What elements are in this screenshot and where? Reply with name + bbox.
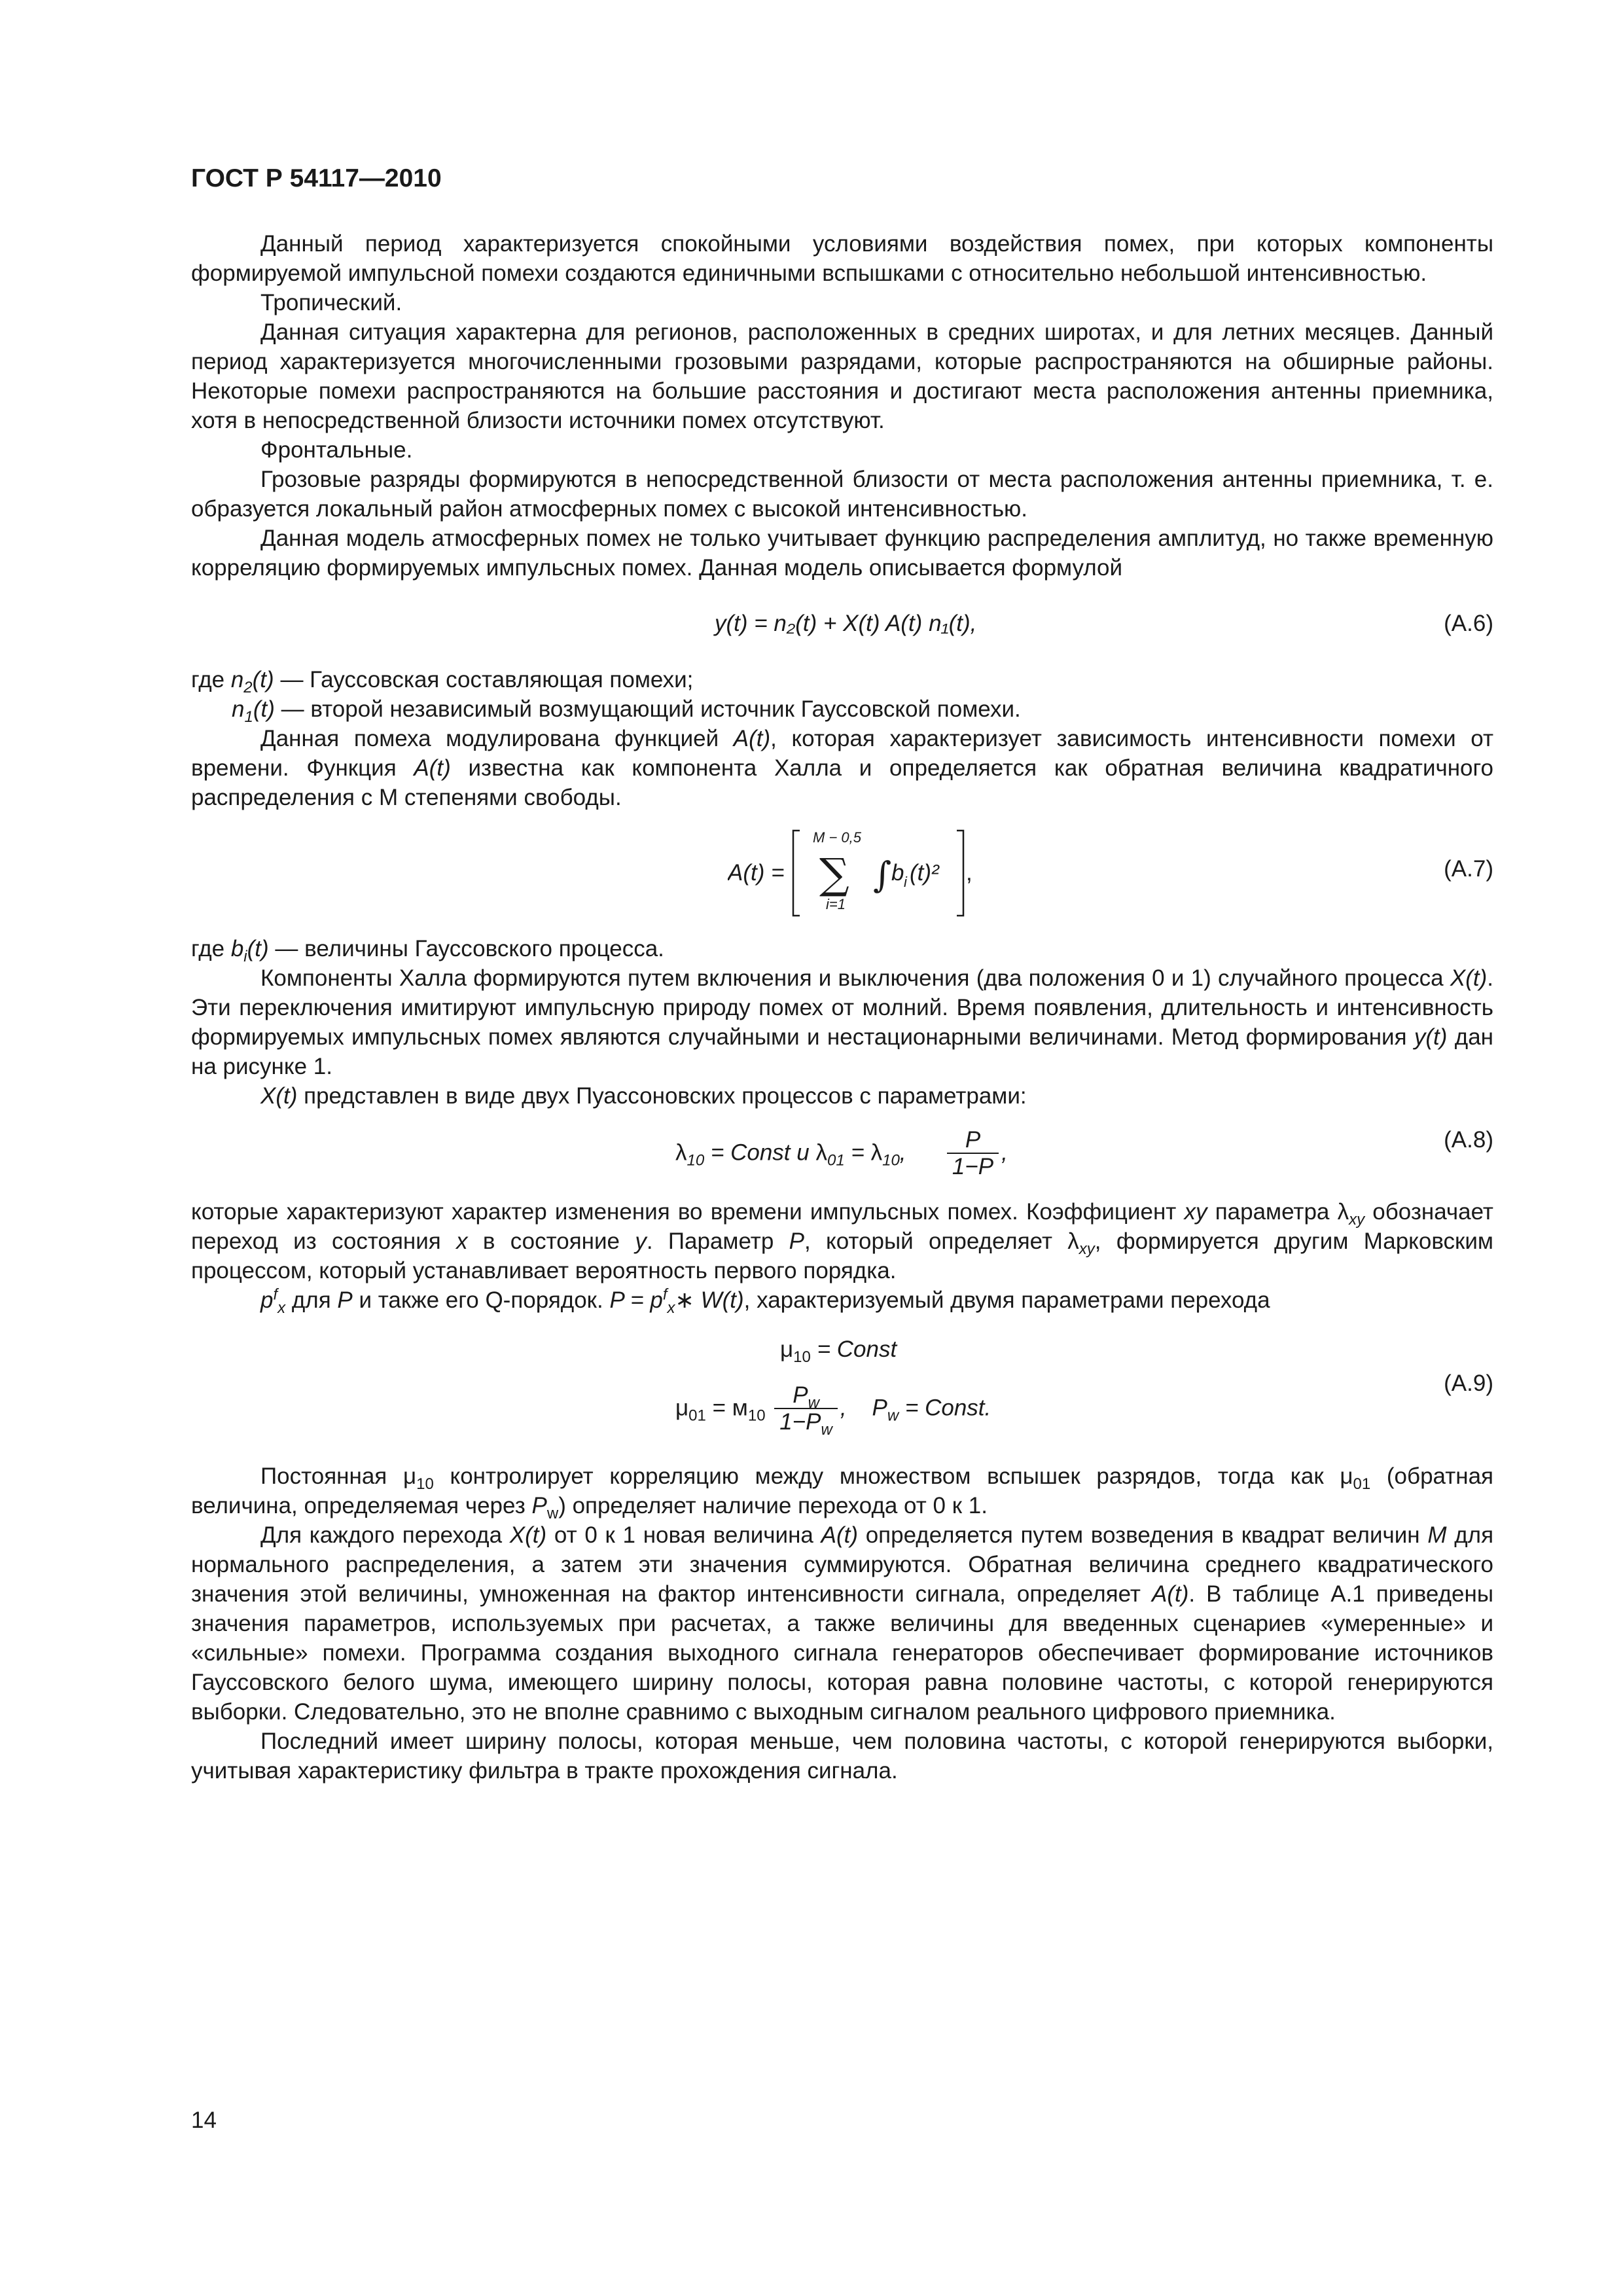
symbol-lambda: λ bbox=[1067, 1229, 1079, 1254]
text-span: , которая характеризует зависимость интенсивности помехи от времени. Функция bbox=[191, 726, 1493, 781]
symbol-At: A(t) bbox=[1151, 1581, 1189, 1607]
symbol-Xt: X(t) bbox=[1450, 965, 1488, 991]
symbol-sub: x bbox=[277, 1299, 286, 1317]
paragraph-13 bbox=[191, 1285, 1493, 1315]
symbol-lambda: λ bbox=[870, 1139, 883, 1166]
symbol-n: n bbox=[230, 667, 244, 692]
a8-left: = Const u bbox=[710, 1139, 810, 1166]
text-span: представлен в виде двух Пуассоновских процессов с параметрами: bbox=[304, 1083, 1027, 1109]
page-number: 14 bbox=[191, 2108, 217, 2133]
text-span: в состояние bbox=[482, 1229, 620, 1254]
symbol-sup: f bbox=[662, 1285, 668, 1304]
text-span: Данная помеха модулирована функцией bbox=[260, 726, 719, 751]
where-label: где bbox=[191, 667, 225, 692]
definition-n2: — Гауссовская составляющая помехи; bbox=[280, 667, 694, 692]
symbol-sub: 10 bbox=[747, 1407, 766, 1425]
symbol-b: b bbox=[230, 936, 244, 961]
a8-denominator: 1−P bbox=[952, 1154, 994, 1179]
paragraph-1: Данный период характеризуется спокойными условиями воздействия помех, при которых компоненты формируемой импульсной помехи создаются единичными вспышками с относительно небольшой интенсивностью. bbox=[191, 231, 1493, 286]
document-header: ГОСТ Р 54117—2010 bbox=[191, 164, 442, 192]
equation-a9-line1 bbox=[780, 1335, 897, 1364]
symbol-t: (t) bbox=[252, 667, 274, 692]
equation-a7-graphic bbox=[728, 824, 1003, 922]
definition-bi: — величины Гауссовского процесса. bbox=[275, 936, 664, 961]
symbol-n: n bbox=[232, 696, 245, 722]
text-span: . В таблице А.1 приведены значения параметров, используемых при расчетах, а также величины для введенных сценариев «умеренные» и «сильные» помехи. Программа создания выходного сигнала генераторов обеспечивает формирование источников Гауссовского белого шума, имеющего ширину полосы, которая равна половине частоты, с которой генерируются выборки. Следовательно, это не вполне сравнимо с выходным сигналом реального цифрового приемника. bbox=[191, 1581, 1493, 1725]
symbol-P: P bbox=[337, 1287, 353, 1313]
symbol-M: M bbox=[1427, 1522, 1447, 1548]
symbol-P-eq: P = p bbox=[609, 1287, 663, 1313]
a7-upper-limit: M − 0,5 bbox=[813, 829, 861, 846]
equation-a7 bbox=[191, 824, 1493, 922]
equation-a8-number: (А.8) bbox=[1444, 1127, 1493, 1153]
symbol-y: y bbox=[635, 1229, 647, 1254]
paragraph-8 bbox=[191, 724, 1493, 812]
paragraph-15 bbox=[191, 1520, 1493, 1727]
document-page bbox=[191, 164, 1493, 1785]
symbol-sub: w bbox=[821, 1421, 832, 1439]
symbol-P-eq-tail: ∗ W(t) bbox=[675, 1287, 744, 1313]
text-span: Постоянная bbox=[260, 1463, 387, 1489]
text-span: , который определяет bbox=[804, 1229, 1052, 1254]
a9-tail: = Const. bbox=[904, 1395, 991, 1421]
symbol-t: (t) bbox=[253, 696, 275, 722]
a7-lower-limit: i=1 bbox=[826, 896, 846, 912]
equation-a7-number: (А.7) bbox=[1444, 856, 1493, 882]
text-span: (обратная величина, определяемая через bbox=[191, 1463, 1494, 1518]
paragraph-16: Последний имеет ширину полосы, которая меньше, чем половина частоты, с которой генерируются выборки, учитывая характеристику фильтра в тракте прохождения сигнала. bbox=[191, 1729, 1493, 1784]
text-span: для bbox=[291, 1287, 331, 1313]
symbol-xy: xy bbox=[1184, 1199, 1207, 1225]
text-span: , формируется другим Марковским процессом, который устанавливает вероятность первого порядка. bbox=[191, 1229, 1493, 1283]
symbol-sub: 2 bbox=[243, 679, 253, 696]
symbol-sub: 10 bbox=[416, 1475, 434, 1493]
paragraph-5: Грозовые разряды формируются в непосредственной близости от места расположения антенны приемника, т. е. образуется локальный район атмосферных помех с высокой интенсивностью. bbox=[191, 467, 1493, 522]
paragraph-where-n2 bbox=[191, 665, 1493, 694]
symbol-xy: xy bbox=[1349, 1211, 1365, 1229]
text-span: , характеризуемый двумя параметрами перехода bbox=[743, 1287, 1270, 1313]
text-span: параметра bbox=[1215, 1199, 1330, 1225]
symbol-sub: i bbox=[243, 948, 247, 965]
a7-comma: , bbox=[966, 860, 972, 886]
symbol-mu: μ bbox=[1340, 1463, 1353, 1489]
symbol-P: P bbox=[789, 1229, 804, 1254]
equation-a9-number: (А.9) bbox=[1444, 1371, 1493, 1396]
symbol-xy: xy bbox=[1079, 1240, 1095, 1258]
symbol-t: (t) bbox=[247, 936, 269, 961]
symbol-sup: f bbox=[273, 1285, 278, 1304]
a7-lhs: A(t) = bbox=[728, 860, 785, 886]
paragraph-12 bbox=[191, 1197, 1493, 1285]
a7-sigma: ∑ bbox=[819, 850, 849, 899]
symbol-sub: 10 bbox=[687, 1151, 705, 1170]
symbol-sub: 10 bbox=[793, 1348, 811, 1366]
symbol-yt: y(t) bbox=[1414, 1024, 1448, 1050]
symbol-P: P bbox=[872, 1395, 887, 1421]
a8-mid: = bbox=[851, 1139, 865, 1166]
symbol-mu: μ bbox=[402, 1463, 417, 1489]
text-span: Для каждого перехода bbox=[260, 1522, 503, 1548]
text-span: Компоненты Халла формируются путем включения и выключения (два положения 0 и 1) случайного процесса bbox=[260, 965, 1444, 991]
text-span: ) определяет наличие перехода от 0 к 1. bbox=[558, 1493, 988, 1518]
text-span: . Параметр bbox=[646, 1229, 774, 1254]
equation-a8 bbox=[191, 1119, 1493, 1184]
symbol-mu: μ bbox=[675, 1395, 689, 1421]
a7-body-sub: i bbox=[904, 874, 907, 890]
equation-a6-formula: y(t) = n₂(t) + X(t) A(t) n₁(t), bbox=[715, 611, 977, 636]
paragraph-14 bbox=[191, 1462, 1493, 1520]
a7-left-bracket bbox=[793, 831, 800, 916]
symbol-Xt: X(t) bbox=[260, 1083, 298, 1109]
equation-a8-formula: $\lambda_{10}$ = Const u $\lambda_{01} = \lambda_{10}$, $\frac{P}{1-P}$ , bbox=[675, 1127, 1008, 1179]
symbol-sub: x bbox=[667, 1299, 675, 1317]
equation-a6-number: (А.6) bbox=[1444, 611, 1493, 636]
text-span: обозначает переход из состояния bbox=[191, 1199, 1493, 1254]
text-span: . Эти переключения имитируют импульсную природу помех от молний. Время появления, длительность и интенсивность формируемых импульсных помех являются случайными и нестационарными величинами. Метод формирования bbox=[191, 965, 1493, 1050]
a9-numerator: P bbox=[793, 1382, 808, 1408]
paragraph-6: Данная модель атмосферных помех не только учитывает функцию распределения амплитуд, но также временную корреляцию формируемых импульсных помех. Данная модель описывается формулой bbox=[191, 526, 1493, 581]
a7-body: b bbox=[891, 860, 904, 886]
text-span: дан на рисунке 1. bbox=[191, 1024, 1494, 1079]
symbol-sub: 10 bbox=[882, 1151, 900, 1170]
definition-n1: — второй независимый возмущающий источник Гауссовской помехи. bbox=[281, 696, 1021, 722]
symbol-P: P bbox=[531, 1493, 547, 1518]
symbol-At: A(t) bbox=[414, 755, 451, 781]
symbol-x: x bbox=[456, 1229, 468, 1254]
symbol-Xt: X(t) bbox=[509, 1522, 547, 1548]
a8-fraction bbox=[947, 1128, 999, 1180]
paragraph-frontal: Фронтальные. bbox=[260, 437, 413, 463]
paragraph-where-n1 bbox=[191, 694, 1493, 724]
paragraph-11 bbox=[191, 1081, 1493, 1111]
symbol-sub: 01 bbox=[688, 1407, 706, 1425]
symbol-sub: w bbox=[546, 1505, 559, 1522]
text-span: которые характеризуют характер изменения во времени импульсных помех. Коэффициент bbox=[191, 1199, 1177, 1225]
symbol-sub: w bbox=[887, 1407, 899, 1425]
where-label: где bbox=[191, 936, 225, 961]
text-span: известна как компонента Халла и определяется как обратная величина квадратичного распределения с М степенями свободы. bbox=[191, 755, 1493, 810]
symbol-p: p bbox=[260, 1287, 274, 1313]
symbol-lambda: λ bbox=[675, 1139, 687, 1166]
a8-numerator: P bbox=[947, 1128, 999, 1154]
a9-eq: = м bbox=[712, 1395, 748, 1421]
paragraph-tropical: Тропический. bbox=[260, 290, 402, 315]
text-span: для нормального распределения, а затем эти значения суммируются. Обратная величина среднего квадратического значения этой величины, умноженная на фактор интенсивности сигнала, определяет bbox=[191, 1522, 1494, 1607]
symbol-sub: 01 bbox=[1353, 1475, 1371, 1493]
a9-line1: = Const bbox=[817, 1336, 897, 1362]
symbol-sub: 01 bbox=[827, 1151, 845, 1170]
text-span: от 0 к 1 новая величина bbox=[554, 1522, 813, 1548]
a9-denominator: 1−P bbox=[779, 1409, 821, 1435]
a7-body-tail: (t)² bbox=[910, 860, 939, 886]
text-span: и также его Q-порядок. bbox=[359, 1287, 603, 1313]
a7-right-bracket bbox=[957, 831, 963, 916]
a9-fraction bbox=[774, 1382, 838, 1439]
paragraph-3: Данная ситуация характерна для регионов, расположенных в средних широтах, и для летних месяцев. Данный период характеризуется многочисленными грозовыми разрядами, которые распространяются на обширные районы. Некоторые помехи распространяются на большие расстояния и достигают места расположения антенны приемника, хотя в непосредственной близости источники помех отсутствуют. bbox=[191, 319, 1493, 433]
paragraph-where-bi bbox=[191, 934, 1493, 963]
symbol-sub: 1 bbox=[244, 708, 253, 726]
equation-a6 bbox=[191, 596, 1493, 648]
symbol-At: A(t) bbox=[821, 1522, 858, 1548]
symbol-lambda: λ bbox=[815, 1139, 827, 1166]
symbol-sub: w bbox=[808, 1394, 819, 1412]
text-span: определяется путем возведения в квадрат величин bbox=[865, 1522, 1420, 1548]
symbol-lambda: λ bbox=[1337, 1199, 1349, 1225]
symbol-mu: μ bbox=[780, 1336, 794, 1362]
text-span: контролирует корреляцию между множеством вспышек разрядов, тогда как bbox=[450, 1463, 1324, 1489]
equation-a9 bbox=[191, 1329, 1493, 1447]
a7-integral: ∫ bbox=[873, 854, 892, 895]
paragraph-10 bbox=[191, 963, 1493, 1081]
symbol-At: A(t) bbox=[733, 726, 771, 751]
equation-a9-line2: $\mu_{01} = м_{10}$ $\frac{P_w}{1-P_w}$ , $P_w$ = Const. bbox=[675, 1382, 991, 1439]
